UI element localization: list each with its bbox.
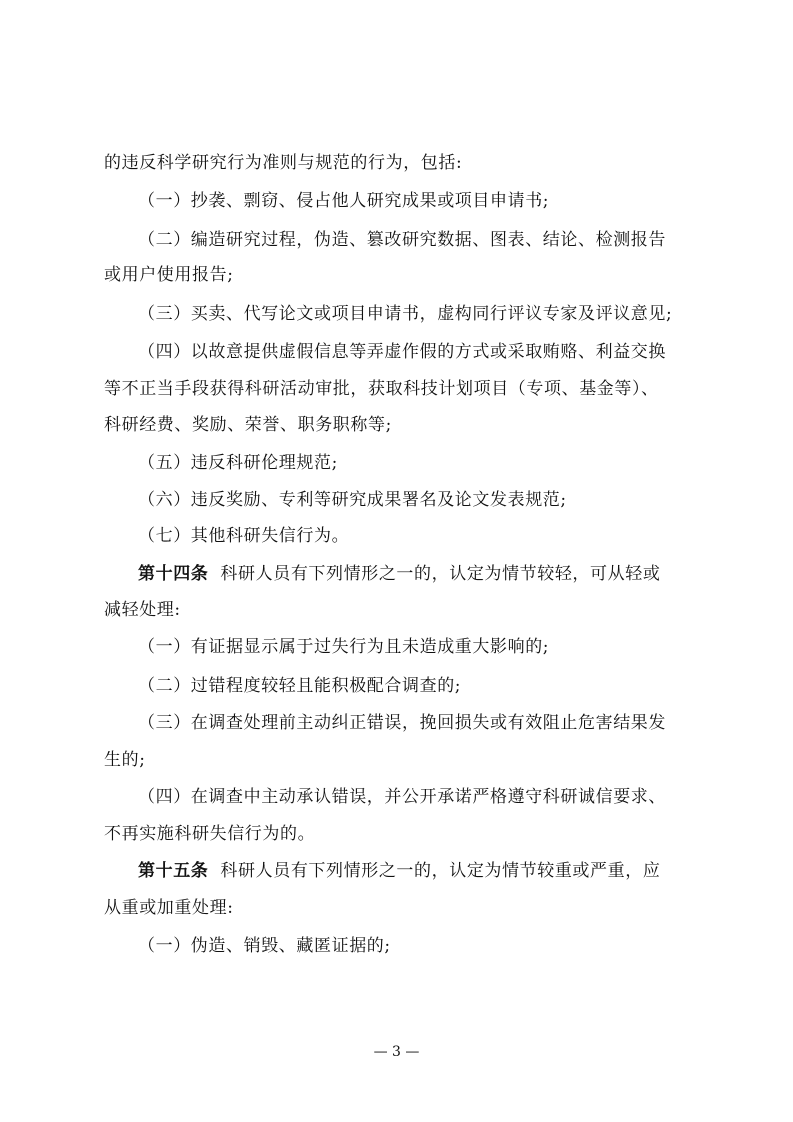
- body-line: 生的;: [104, 750, 146, 770]
- list-item: （四）以故意提供虚假信息等弄虚作假的方式或采取贿赂、利益交换: [138, 342, 666, 362]
- list-item: （三）在调查处理前主动纠正错误，挽回损失或有效阻止危害结果发: [138, 713, 666, 733]
- body-line: 从重或加重处理:: [104, 898, 234, 918]
- body-line: 减轻处理:: [104, 600, 181, 620]
- article-heading: 第十四条: [138, 564, 209, 584]
- article-14: [138, 564, 694, 584]
- list-item: （二）编造研究过程，伪造、篡改研究数据、图表、结论、检测报告: [138, 230, 666, 250]
- body-line: 不再实施科研失信行为的。: [104, 824, 316, 844]
- page-number: — 3 —: [373, 1044, 420, 1060]
- list-item: （一）有证据显示属于过失行为且未造成重大影响的;: [138, 637, 550, 657]
- article-heading: 第十五条: [138, 861, 209, 881]
- article-text: 科研人员有下列情形之一的，认定为情节较重或严重，应: [220, 861, 661, 881]
- list-item: （七）其他科研失信行为。: [138, 526, 350, 546]
- list-item: （四）在调查中主动承认错误，并公开承诺严格遵守科研诚信要求、: [138, 787, 666, 807]
- body-line: 的违反科学研究行为准则与规范的行为，包括:: [104, 153, 463, 173]
- body-line: 科研经费、奖励、荣誉、职务职称等;: [104, 415, 392, 435]
- list-item: （三）买卖、代写论文或项目申请书，虚构同行评议专家及评议意见;: [138, 304, 673, 324]
- list-item: （二）过错程度较轻且能积极配合调查的;: [138, 676, 462, 696]
- article-text: 科研人员有下列情形之一的，认定为情节较轻，可从轻或: [220, 564, 661, 584]
- body-line: 或用户使用报告;: [104, 265, 234, 285]
- list-item: （六）违反奖励、专利等研究成果署名及论文发表规范;: [138, 490, 567, 510]
- article-15: [138, 861, 694, 881]
- list-item: （一）伪造、销毁、藏匿证据的;: [138, 936, 391, 956]
- body-line: 等不正当手段获得科研活动审批，获取科技计划项目（专项、基金等）、: [104, 379, 659, 399]
- list-item: （五）违反科研伦理规范;: [138, 453, 338, 473]
- list-item: （一）抄袭、剽窃、侵占他人研究成果或项目申请书;: [138, 191, 550, 211]
